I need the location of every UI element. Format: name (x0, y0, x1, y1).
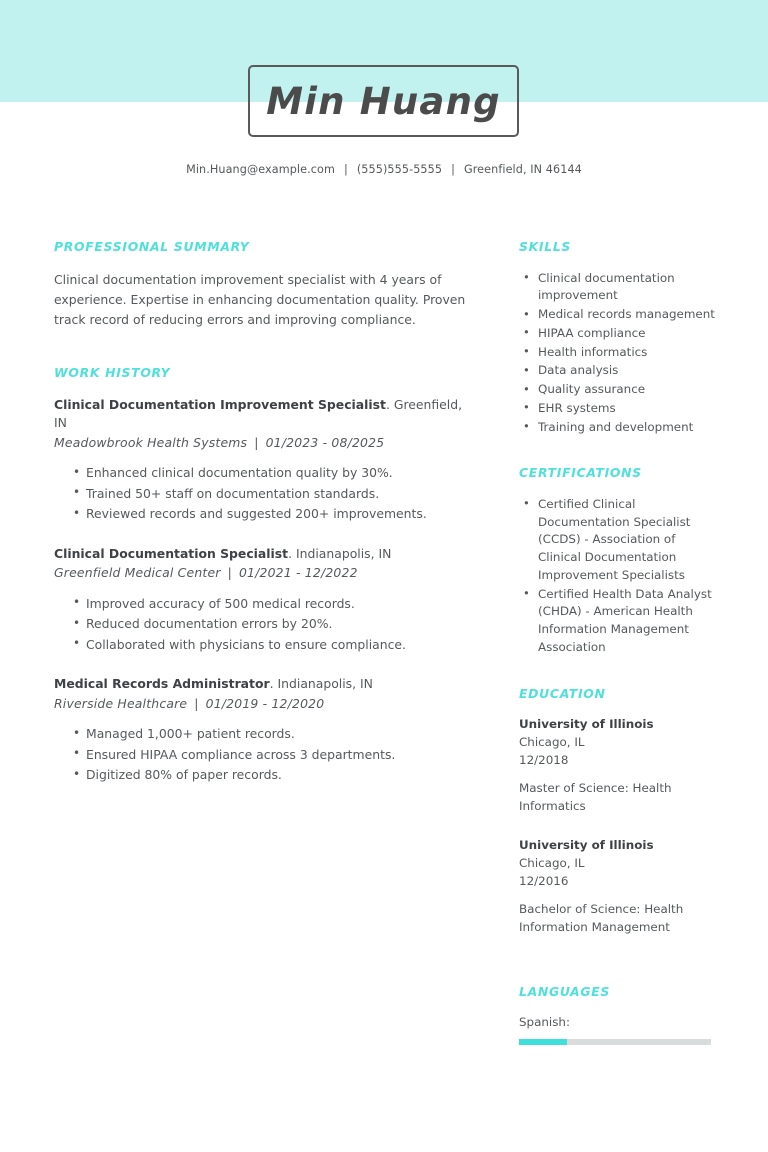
job-location: Indianapolis, IN (277, 676, 373, 692)
section-languages (519, 985, 715, 1046)
job-location: Greenfield, IN (54, 396, 463, 431)
right-column (519, 240, 715, 1045)
job-company-line (54, 433, 470, 452)
work-history-entry (54, 545, 470, 655)
job-title-suffix: . (385, 396, 390, 412)
section-professional-summary (54, 240, 470, 330)
skills-list (519, 270, 715, 437)
education-date: 12/2018 (519, 752, 569, 767)
job-headline (54, 545, 470, 564)
certification-item: • Certified Clinical Documentation Specialist (CCDS) - Association of Clinical Documentation Improvement Specialists (523, 496, 715, 585)
job-dates: 01/2023 - 08/2025 (265, 434, 385, 450)
job-location: Indianapolis, IN (295, 545, 392, 561)
professional-summary-heading: PROFESSIONAL SUMMARY (54, 239, 250, 254)
contact-phone: (555)555-5555 (356, 163, 443, 176)
job-bullet-list (54, 594, 470, 655)
job-separator: | (227, 565, 232, 581)
job-bullet: • Reduced documentation errors by 20%. (73, 614, 470, 634)
job-dates: 01/2019 - 12/2020 (205, 696, 325, 711)
education-school: University of Illinois (519, 717, 654, 732)
contact-line (0, 163, 768, 176)
language-proficiency-fill (519, 1039, 567, 1045)
professional-summary-text: Clinical documentation improvement specialist with 4 years of experience. Expertise in enhancing documentation quality. Proven track record of reducing errors and improving compliance. (54, 271, 466, 327)
candidate-name: Min Huang (266, 79, 501, 123)
job-bullet: • Reviewed records and suggested 200+ improvements. (73, 504, 470, 524)
education-school: University of Illinois (519, 838, 654, 853)
job-separator: | (254, 434, 259, 450)
section-education (519, 687, 715, 937)
education-place: Chicago, IL (519, 735, 585, 749)
job-company-line (54, 694, 470, 713)
job-separator: | (194, 696, 199, 711)
name-box (248, 65, 519, 137)
skill-item: • Training and development (523, 419, 715, 437)
job-title-suffix: . (269, 676, 274, 692)
job-bullet-list (54, 463, 470, 524)
education-degree: Bachelor of Science: Health Information Management (519, 902, 684, 934)
skill-item: • Health informatics (523, 344, 715, 362)
contact-email: Min.Huang@example.com (186, 163, 335, 176)
job-title: Clinical Documentation Improvement Specialist (54, 396, 386, 412)
certification-item: • Certified Health Data Analyst (CHDA) - American Health Information Management Association (523, 586, 715, 657)
contact-separator-2: | (451, 163, 455, 176)
job-bullet: • Improved accuracy of 500 medical records. (73, 594, 470, 614)
work-history-heading: WORK HISTORY (54, 364, 171, 380)
job-bullet: • Digitized 80% of paper records. (73, 765, 470, 785)
job-bullet: • Enhanced clinical documentation quality by 30%. (73, 463, 470, 483)
languages-heading: LANGUAGES (519, 983, 610, 999)
left-column (54, 240, 470, 786)
education-degree: Master of Science: Health Informatics (519, 780, 672, 813)
job-title: Clinical Documentation Specialist (54, 545, 289, 561)
job-company: Riverside Healthcare (54, 696, 188, 711)
section-work-history (54, 366, 470, 785)
job-bullet: • Managed 1,000+ patient records. (73, 724, 470, 744)
contact-location: Greenfield, IN 46144 (463, 163, 582, 176)
section-certifications (519, 466, 715, 656)
section-skills (519, 240, 715, 436)
certifications-list (519, 496, 715, 657)
language-entry (519, 1014, 715, 1045)
job-bullet: • Collaborated with physicians to ensure compliance. (73, 635, 470, 655)
job-company-line (54, 563, 470, 582)
job-bullet-list (54, 724, 470, 785)
job-company: Meadowbrook Health Systems (54, 434, 248, 450)
education-entry (519, 837, 715, 936)
education-entry (519, 716, 715, 815)
education-heading: EDUCATION (519, 685, 606, 701)
language-proficiency-track (519, 1039, 711, 1045)
job-title: Medical Records Administrator (54, 676, 270, 692)
job-bullet: • Trained 50+ staff on documentation standards. (73, 484, 470, 504)
job-headline (54, 396, 470, 433)
skill-item: • Data analysis (523, 362, 715, 380)
skill-item: • Medical records management (523, 306, 715, 324)
certifications-heading: CERTIFICATIONS (519, 465, 642, 481)
job-headline (54, 675, 470, 694)
job-dates: 01/2021 - 12/2022 (238, 565, 358, 581)
contact-separator-1: | (343, 163, 348, 176)
skill-item: • Quality assurance (523, 381, 715, 399)
skill-item: • Clinical documentation improvement (523, 270, 715, 305)
work-history-entry (54, 396, 470, 524)
skill-item: • EHR systems (523, 400, 715, 418)
section-spacer (519, 959, 715, 985)
education-place: Chicago, IL (519, 856, 585, 871)
language-name: Spanish: (519, 1015, 570, 1030)
job-bullet: • Ensured HIPAA compliance across 3 departments. (73, 745, 470, 765)
job-company: Greenfield Medical Center (54, 565, 221, 581)
education-date: 12/2016 (519, 874, 569, 889)
skill-item: • HIPAA compliance (523, 325, 715, 343)
work-history-entry (54, 675, 470, 785)
skills-heading: SKILLS (519, 239, 572, 254)
job-title-suffix: . (288, 545, 293, 561)
